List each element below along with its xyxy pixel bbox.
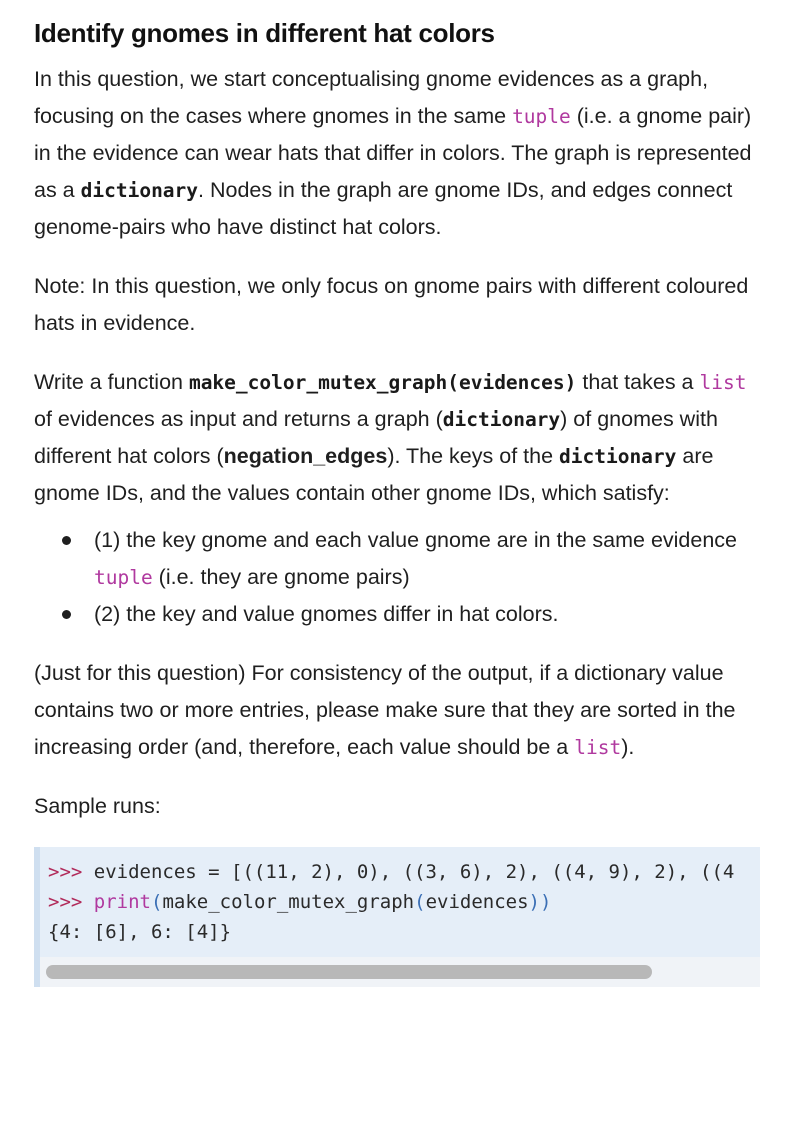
intro-paragraph: [34, 61, 758, 246]
code-arg: evidences: [425, 891, 529, 913]
text: ).: [621, 735, 635, 759]
code-content: [40, 847, 760, 957]
inline-code-dictionary: dictionary: [442, 408, 561, 431]
text: (1) the key gnome and each value gnome are in the same evidence: [94, 528, 738, 552]
code-paren: (: [150, 891, 163, 913]
text: (i.e. they are gnome pairs): [152, 565, 410, 589]
text: ) of gnomes with different hat colors (: [34, 407, 718, 468]
function-signature: make_color_mutex_graph(evidences): [188, 371, 577, 394]
inline-code-tuple: tuple: [94, 566, 153, 589]
text: (i.e. a gnome pair) in the evidence can wear hats that differ in colors. The graph is represented as a: [34, 104, 752, 202]
text: of evidences as input and returns a graph (: [34, 407, 443, 431]
bullet-icon: [62, 610, 71, 619]
text: ). The keys of the: [387, 444, 559, 468]
bullet-icon: [62, 536, 71, 545]
code-output: {4: [6], 6: [4]}: [48, 921, 232, 943]
code-line: evidences = [((11, 2), 0), ((3, 6), 2), ((4, 9), 2), ((4: [82, 861, 735, 883]
horizontal-scrollbar[interactable]: [40, 957, 760, 987]
text: (Just for this question) For consistency of the output, if a dictionary value contains two or more entries, please make sure that they are sorted in the increasing order (and, therefore, each value should be a: [34, 661, 736, 759]
inline-code-tuple: tuple: [512, 105, 571, 128]
scrollbar-thumb[interactable]: [46, 965, 652, 979]
inline-code-dictionary: dictionary: [80, 179, 199, 202]
inline-code-dictionary: dictionary: [559, 445, 677, 468]
repl-prompt: >>>: [48, 891, 83, 913]
text: (2) the key and value gnomes differ in hat colors.: [94, 602, 559, 626]
inline-code-list: list: [699, 371, 747, 394]
page-title: Identify gnomes in different hat colors: [34, 18, 495, 48]
text: are gnome IDs, and the values contain other gnome IDs, which satisfy:: [34, 444, 714, 505]
code-call: make_color_mutex_graph: [162, 891, 415, 913]
code-block: [34, 847, 760, 987]
list-item: [94, 522, 758, 596]
text: Write a function: [34, 370, 189, 394]
code-paren: )): [528, 891, 552, 913]
consistency-paragraph: [34, 655, 758, 766]
text: In this question, we start conceptualising gnome evidences as a graph, focusing on the cases where gnomes in the same: [34, 67, 709, 128]
sample-runs-label: Sample runs:: [34, 794, 161, 818]
note-paragraph: Note: In this question, we only focus on gnome pairs with different coloured hats in evidence.: [34, 274, 749, 335]
text: that takes a: [576, 370, 700, 394]
list-item: [94, 596, 758, 633]
bold-negation-edges: negation_edges: [223, 444, 388, 468]
task-paragraph: [34, 364, 758, 512]
repl-prompt: >>>: [48, 861, 83, 883]
code-builtin: print: [93, 891, 151, 913]
inline-code-list: list: [574, 736, 622, 759]
code-paren: (: [414, 891, 426, 913]
text: . Nodes in the graph are gnome IDs, and edges connect genome-pairs who have distinct hat colors.: [34, 178, 733, 239]
conditions-list: [34, 522, 758, 633]
